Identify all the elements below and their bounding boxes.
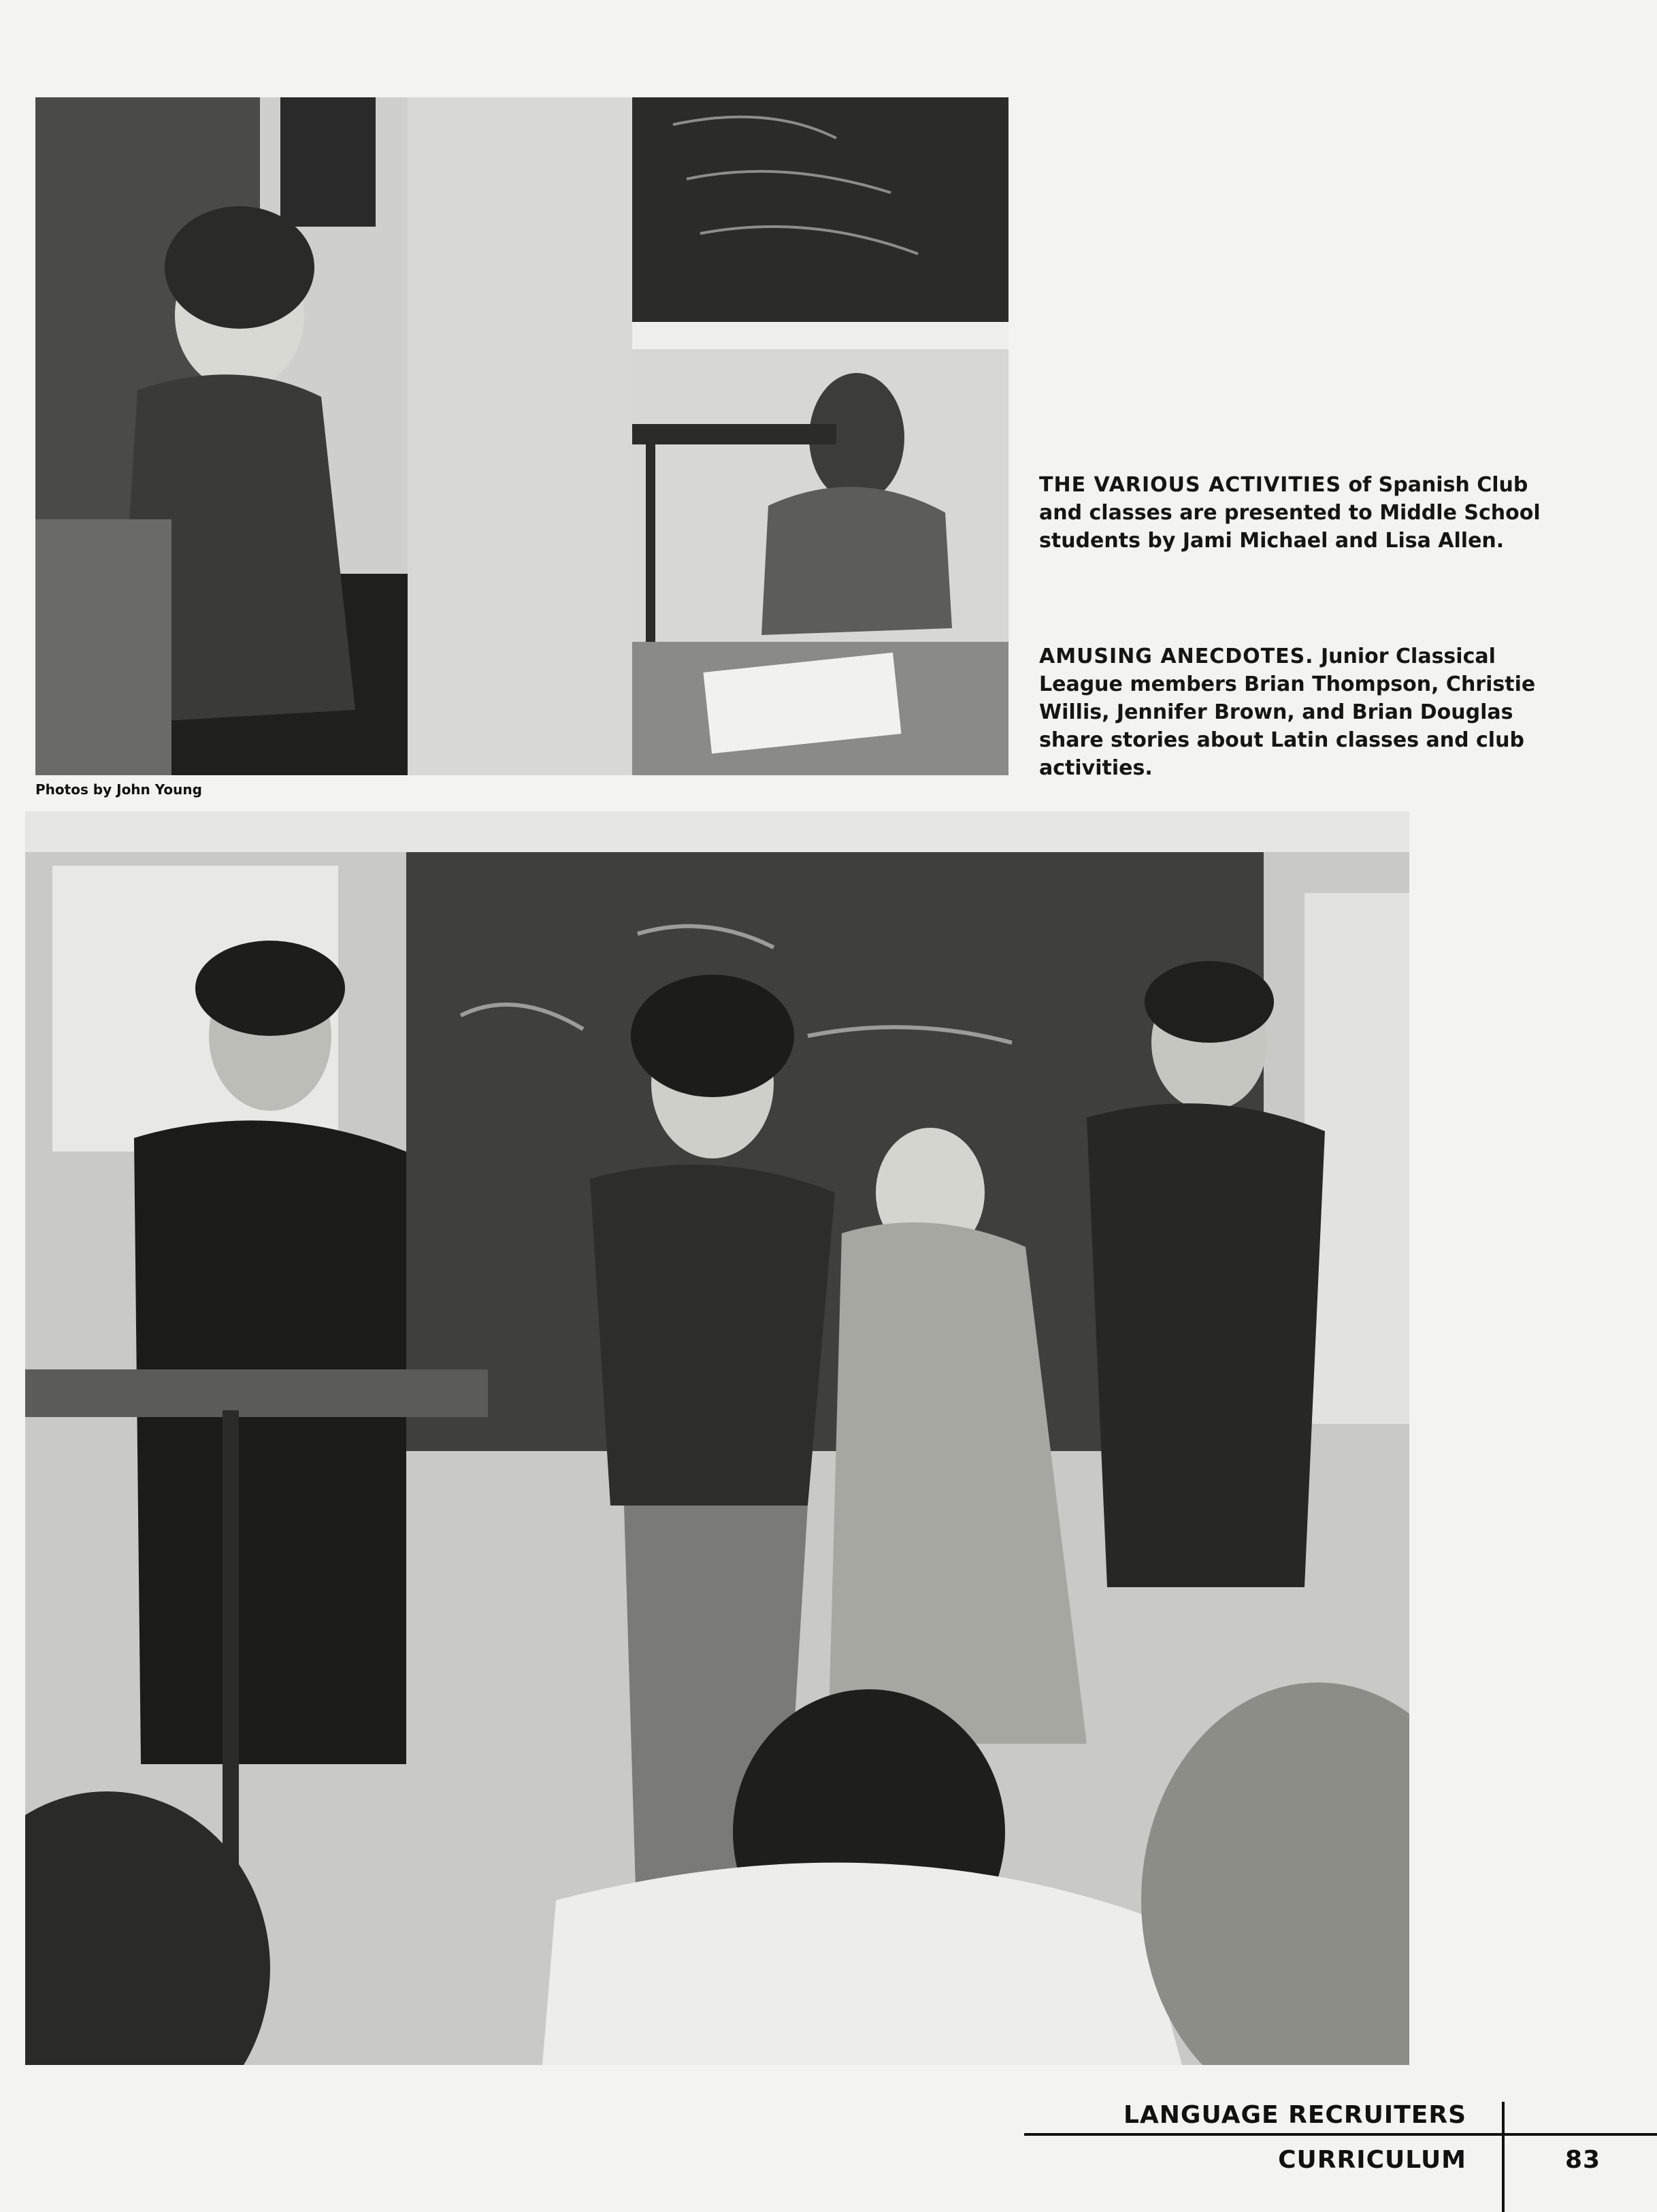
section-title: LANGUAGE RECRUITERS [1123, 2101, 1466, 2129]
footer-horizontal-rule [1024, 2133, 1657, 2136]
footer-vertical-rule [1502, 2102, 1505, 2212]
photo-gap [408, 97, 632, 775]
photo-latin-club-presentation [25, 811, 1409, 2065]
photo-credit: Photos by John Young [35, 781, 202, 798]
caption-spanish-club [1039, 471, 1577, 555]
photo-classroom-speaker [35, 97, 408, 775]
photo-classroom-student-desk [632, 97, 1008, 775]
photo-classroom-student-desk-image [632, 97, 1008, 775]
caption-spanish-club-body: of Spanish Club and classes are presented to Middle School students by Jami Michael and Lisa Allen. [1039, 473, 1541, 553]
page-number: 83 [1565, 2146, 1601, 2174]
caption-latin-club-body: Junior Classical League members Brian Thompson, Christie Willis, Jennifer Brown, and Brian Douglas share stories about Latin classes and club activities. [1039, 645, 1536, 780]
photo-latin-club-presentation-image [25, 811, 1409, 2065]
caption-latin-club-lead: AMUSING ANECDOTES. [1039, 645, 1314, 668]
caption-spanish-club-lead: THE VARIOUS ACTIVITIES [1039, 473, 1342, 497]
section-subtitle: CURRICULUM [1278, 2146, 1466, 2174]
photo-classroom-speaker-image [35, 97, 408, 775]
caption-latin-club [1039, 643, 1577, 782]
